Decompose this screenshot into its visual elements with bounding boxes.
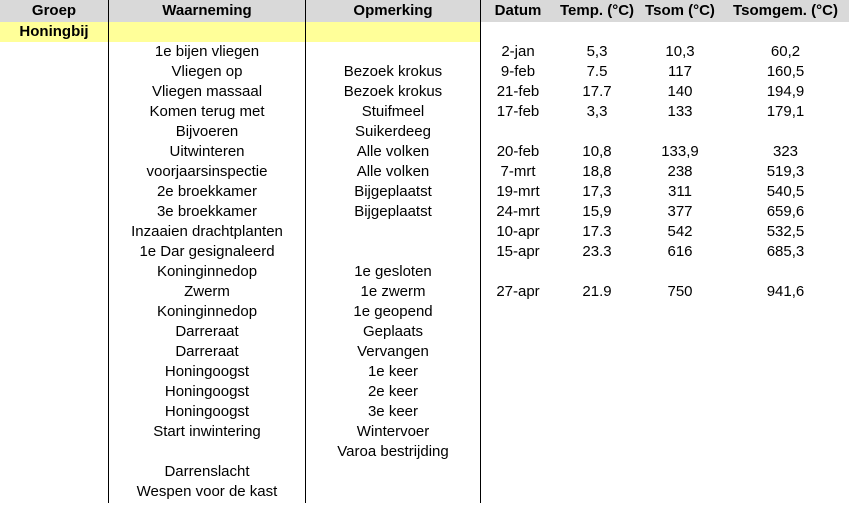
cell-tsom: 616 [667, 243, 693, 260]
cell-tsomgem [722, 402, 849, 422]
cell-opmerking: Alle volken [356, 143, 430, 160]
cell-datum [481, 442, 555, 462]
cell-tsom: 542 [667, 223, 693, 240]
cell-waarneming: Uitwinteren [169, 143, 245, 160]
cell-opmerking: Bijgeplaatst [354, 203, 432, 220]
cell-tsomgem: 160,5 [766, 63, 805, 80]
table-row [0, 122, 849, 142]
cell-tsom: 133,9 [661, 143, 699, 160]
cell-tsom [639, 482, 721, 502]
cell-waarneming: Honingoogst [164, 383, 250, 400]
cell-temp [556, 382, 638, 402]
cell-datum: 2-jan [501, 43, 535, 60]
cell-waarneming: Honingoogst [164, 403, 250, 420]
cell-tsomgem: 323 [772, 143, 799, 160]
cell-tsom: 133 [667, 103, 693, 120]
table-row [0, 462, 849, 482]
cell-datum: 10-apr [496, 223, 540, 240]
cell-tsom [639, 122, 721, 142]
cell-opmerking: Geplaats [362, 323, 424, 340]
cell-tsomgem: 194,9 [766, 83, 805, 100]
cell-tsom [639, 382, 721, 402]
cell-temp: 3,3 [586, 103, 608, 120]
table-row [0, 302, 849, 322]
cell-tsomgem: 532,5 [766, 223, 805, 240]
cell-tsomgem: 519,3 [766, 163, 805, 180]
cell-datum: 21-feb [496, 83, 540, 100]
cell-waarneming: Start inwintering [153, 423, 261, 440]
cell-temp [556, 422, 638, 442]
cell-temp [556, 482, 638, 502]
cell-tsomgem [722, 482, 849, 502]
cell-datum [481, 422, 555, 442]
cell-datum [481, 402, 555, 422]
cell-temp: 17,3 [582, 183, 612, 200]
cell-tsomgem [722, 262, 849, 282]
cell-tsomgem: 179,1 [766, 103, 805, 120]
cell-tsom [639, 462, 721, 482]
cell-opmerking: Suikerdeeg [355, 123, 431, 140]
cell-datum: 7-mrt [500, 163, 536, 180]
cell-tsomgem [722, 462, 849, 482]
cell-datum: 17-feb [496, 103, 540, 120]
cell-tsomgem [722, 422, 849, 442]
cell-opmerking: 1e geopend [353, 303, 433, 320]
cell-temp [556, 402, 638, 422]
cell-temp: 10,8 [582, 143, 612, 160]
cell-waarneming: Vliegen op [171, 63, 243, 80]
cell-datum [481, 262, 555, 282]
cell-waarneming: Koninginnedop [156, 263, 258, 280]
cell-opmerking [306, 242, 480, 262]
cell-datum [481, 322, 555, 342]
cell-tsom: 311 [668, 183, 692, 200]
cell-waarneming: Wespen voor de kast [136, 483, 278, 500]
cell-tsom [639, 322, 721, 342]
header-opmerking: Opmerking [353, 2, 433, 19]
cell-temp [556, 302, 638, 322]
cell-tsomgem: 685,3 [766, 243, 805, 260]
cell-waarneming: Darrenslacht [164, 463, 250, 480]
cell-tsom [639, 362, 721, 382]
header-tsom: Tsom (°C) [645, 2, 715, 19]
cell-temp: 15,9 [582, 203, 612, 220]
header-datum: Datum [494, 2, 542, 19]
cell-tsomgem [722, 122, 849, 142]
cell-temp: 18,8 [582, 163, 612, 180]
cell-tsomgem [722, 442, 849, 462]
table-row [0, 222, 849, 242]
cell-opmerking: 3e keer [367, 403, 419, 420]
cell-tsomgem: 941,6 [766, 283, 805, 300]
cell-waarneming: 3e broekkamer [156, 203, 258, 220]
cell-datum [481, 382, 555, 402]
table-row [0, 322, 849, 342]
cell-datum [481, 342, 555, 362]
cell-temp [556, 322, 638, 342]
cell-opmerking [306, 222, 480, 242]
table-row [0, 242, 849, 262]
cell-opmerking: Stuifmeel [361, 103, 425, 120]
cell-waarneming: Bijvoeren [175, 123, 239, 140]
cell-waarneming: Vliegen massaal [151, 83, 263, 100]
cell-opmerking: Vervangen [357, 343, 429, 360]
header-groep: Groep [31, 2, 77, 19]
table-row [0, 182, 849, 202]
cell-waarneming: Inzaaien drachtplanten [131, 223, 283, 240]
cell-temp: 23.3 [582, 243, 612, 260]
cell-temp: 21.9 [582, 283, 612, 300]
cell-waarneming: Darreraat [175, 323, 239, 340]
cell-tsom: 377 [667, 203, 693, 220]
cell-temp: 7.5 [586, 63, 608, 80]
cell-tsom: 117 [668, 63, 692, 80]
cell-opmerking: 1e gesloten [354, 263, 432, 280]
table-row [0, 102, 849, 122]
cell-datum [481, 482, 555, 502]
cell-waarneming: Koninginnedop [156, 303, 258, 320]
cell-temp [556, 362, 638, 382]
cell-tsomgem [722, 362, 849, 382]
table-row [0, 262, 849, 282]
cell-tsom: 10,3 [665, 43, 695, 60]
cell-datum [481, 302, 555, 322]
table-row [0, 202, 849, 222]
cell-datum: 27-apr [496, 283, 540, 300]
table-row [0, 162, 849, 182]
cell-datum: 24-mrt [496, 203, 540, 220]
cell-tsom [639, 342, 721, 362]
table-row [0, 402, 849, 422]
table-row [0, 482, 849, 502]
cell-opmerking: Alle volken [356, 163, 430, 180]
cell-tsomgem [722, 342, 849, 362]
cell-datum [481, 462, 555, 482]
cell-tsomgem: 540,5 [766, 183, 805, 200]
cell-opmerking [306, 42, 480, 62]
table-row [0, 62, 849, 82]
cell-waarneming [109, 442, 305, 462]
cell-tsomgem [722, 382, 849, 402]
header-waarneming: Waarneming [162, 2, 252, 19]
cell-temp [556, 342, 638, 362]
cell-tsom [639, 422, 721, 442]
cell-waarneming: 2e broekkamer [156, 183, 258, 200]
cell-opmerking: Varoa bestrijding [337, 443, 449, 460]
cell-tsom [639, 402, 721, 422]
cell-temp: 5,3 [586, 43, 608, 60]
cell-datum: 9-feb [500, 63, 536, 80]
cell-waarneming: Zwerm [184, 283, 230, 300]
cell-temp [556, 442, 638, 462]
table-row [0, 142, 849, 162]
header-tsomgem: Tsomgem. (°C) [733, 2, 838, 19]
cell-waarneming: Darreraat [175, 343, 239, 360]
cell-tsom: 750 [667, 283, 693, 300]
cell-tsomgem: 60,2 [770, 43, 801, 60]
table-row [0, 42, 849, 62]
cell-tsom [639, 302, 721, 322]
cell-tsomgem [722, 322, 849, 342]
cell-tsom [639, 442, 721, 462]
table-row [0, 442, 849, 462]
cell-tsom: 140 [667, 83, 693, 100]
cell-opmerking [306, 462, 480, 482]
cell-datum [481, 122, 555, 142]
table-row [0, 382, 849, 402]
cell-opmerking: Bijgeplaatst [354, 183, 432, 200]
header-temp: Temp. (°C) [559, 2, 635, 19]
cell-temp [556, 262, 638, 282]
cell-tsom [639, 262, 721, 282]
table-row [0, 362, 849, 382]
cell-waarneming: voorjaarsinspectie [146, 163, 268, 180]
cell-temp: 17.3 [582, 223, 612, 240]
table-row [0, 82, 849, 102]
cell-waarneming: 1e bijen vliegen [154, 43, 260, 60]
cell-tsomgem [722, 302, 849, 322]
cell-opmerking: 1e keer [367, 363, 419, 380]
cell-opmerking: Bezoek krokus [343, 63, 443, 80]
cell-datum: 15-apr [496, 243, 540, 260]
cell-waarneming: 1e Dar gesignaleerd [139, 243, 275, 260]
cell-temp [556, 122, 638, 142]
table-row [0, 282, 849, 302]
cell-temp: 17.7 [582, 83, 612, 100]
cell-opmerking: 1e zwerm [360, 283, 426, 300]
cell-opmerking: Bezoek krokus [343, 83, 443, 100]
cell-datum: 19-mrt [496, 183, 540, 200]
cell-datum [481, 362, 555, 382]
group-label: Honingbij [19, 23, 89, 40]
cell-temp [556, 462, 638, 482]
cell-opmerking: Wintervoer [356, 423, 430, 440]
cell-opmerking [306, 482, 480, 502]
table-row [0, 342, 849, 362]
cell-tsom: 238 [667, 163, 693, 180]
cell-waarneming: Honingoogst [164, 363, 250, 380]
table-row [0, 422, 849, 442]
cell-datum: 20-feb [496, 143, 540, 160]
cell-tsomgem: 659,6 [766, 203, 805, 220]
cell-opmerking: 2e keer [367, 383, 419, 400]
cell-waarneming: Komen terug met [149, 103, 265, 120]
